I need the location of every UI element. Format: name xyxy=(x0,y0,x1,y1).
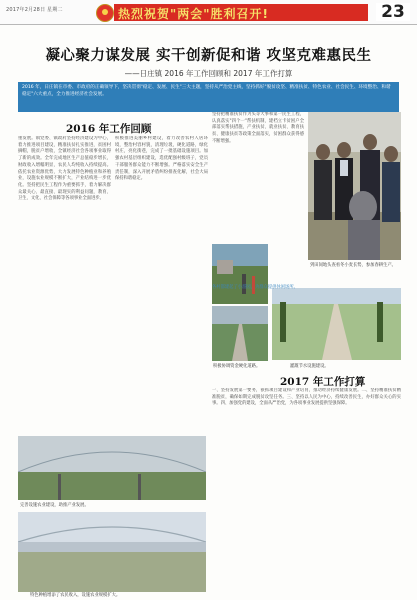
emblem-icon xyxy=(96,4,114,22)
photo-village-park xyxy=(212,244,268,304)
article-headline: 凝心聚力谋发展 实干创新促和谐 攻坚克难惠民生 xyxy=(45,47,372,64)
photo-field-inspection xyxy=(308,112,401,260)
page-header xyxy=(0,0,417,25)
text-column-3: 坚持把精准扶贫作为头等大事和第一民生工程，认真落实"四个一"帮扶机制，建档立卡贫困户全部落实帮扶措施，产业扶贫、就业扶贫、教育扶贫、健康扶贫等政策全面落实，贫困群众获得感不断增强。 xyxy=(212,112,304,144)
photo-caption-5: 完善设施农业建设，助推产业发展。 xyxy=(20,503,89,508)
photo-caption-4: 各村都建起了小游园，为群众提供休闲场所。 xyxy=(212,285,298,290)
section-title-review: 2016 年工作回顾 xyxy=(66,123,152,135)
photo-greenhouse-field xyxy=(18,512,206,592)
photo-caption-1: 到田间地头查看冬小麦长势，参加春耕生产。 xyxy=(310,263,396,268)
section-title-plan: 2017 年工作打算 xyxy=(280,376,366,388)
photo-greenhouse-inside xyxy=(18,436,206,500)
article-subtitle: ——日庄镇 2016 年工作回顾和 2017 年工作打算 xyxy=(124,69,293,78)
text-column-2: 积极推进美丽乡村建设，着力改善农村人居环境，整治村容村貌，清理垃圾，硬化道路，绿化村庄，亮化街巷，完成了一批基础设施项目。加强农村基层组织建设，选优配强村级班子，党员干部服务群众能力不断增强。严格落实安全生产责任制，深入开展矛盾纠纷排查化解，社会大局保持和谐稳定。 xyxy=(115,136,208,182)
photo-caption-3: 灌溉节水设施建设。 xyxy=(290,364,329,369)
photo-caption-2: 积极协调资金硬化道路。 xyxy=(213,364,261,369)
lead-text: 2016 年，日庄镇在市委、市政府的正确领导下，坚决贯彻"稳定、发展、民生"三大主题，坚持从严治党主线，坚持抓好"脱贫攻坚、精准扶贫、特色农业、社会民生、环境整治、和谐稳定"六大重点，全力推进经济社会发展。 xyxy=(22,85,391,97)
photo-green-lanes xyxy=(272,288,401,360)
issue-date: 2017年2月28日 星期二 xyxy=(6,7,63,13)
text-column-1: 重发展。镇党委、镇政府坚持经济建设为中心，着力推进项目建设，精准扶贫扎实推进，贫困村摘帽，脱贫户增收，全镇经济社会各项事业取得了新的成效。全年完成地区生产总值稳步增长，财政收入增幅明显，农民人均纯收入持续提高。依托农业资源优势，大力发展特色种植业和养殖业，设施农业规模不断扩大，产业结构进一步优化。坚持把民生工程作为重要抓手，着力解决群众最关心、最直接、最现实的利益问题，教育、卫生、文化、社会保障等各项事业全面进步。 xyxy=(18,136,111,202)
photo-caption-6: 特色种植增添了农民收入，设施农业规模扩大。 xyxy=(30,593,121,598)
photo-road xyxy=(212,306,268,361)
text-column-4: 一、坚持发展第一要务，狠抓项目建设和产业培育，推动经济持续健康发展。二、坚持精准扶贫精准脱贫，确保如期完成脱贫攻坚任务。三、坚持以人民为中心，持续改善民生，办好群众关心的实事。四、加强党的建设，全面从严治党，为各项事业发展提供坚强保障。 xyxy=(212,388,401,407)
banner-text: 热烈祝贺"两会"胜利召开! xyxy=(118,7,269,21)
page-number: 23 xyxy=(376,3,410,21)
